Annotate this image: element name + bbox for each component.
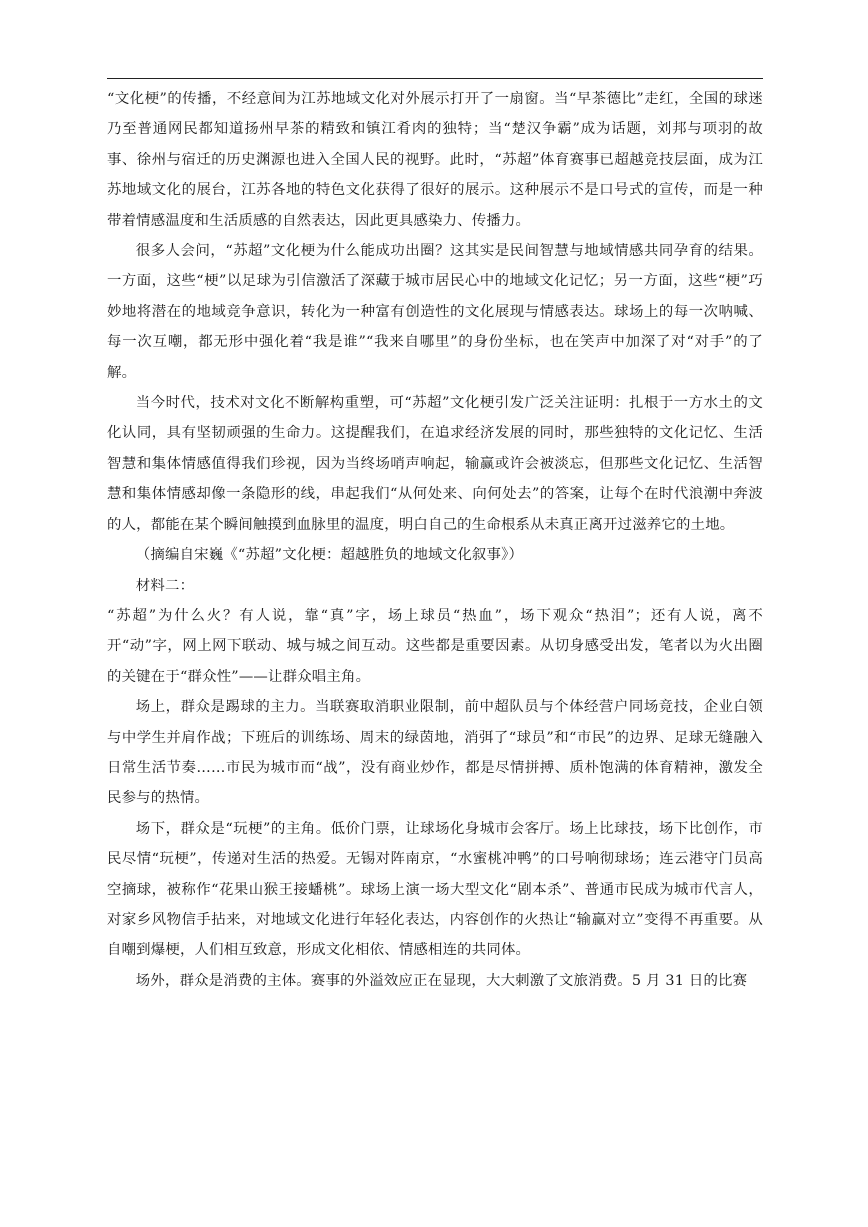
paragraph-1: “文化梗”的传播，不经意间为江苏地域文化对外展示打开了一扇窗。当“早茶德比”走红，全国的球迷乃至普通网民都知道扬州早茶的精致和镇江肴肉的独特；当“楚汉争霸”成为话题，刘邦与项羽的故事、徐州与宿迁的历史渊源也进入全国人民的视野。此时，“苏超”体育赛事已超越竞技层面，成为江苏地域文化的展台，江苏各地的特色文化获得了很好的展示。这种展示不是口号式的宣传，而是一种带着情感温度和生活质感的自然表达，因此更具感染力、传播力。	[107, 91, 763, 229]
paragraph-6: 场下，群众是“玩梗”的主角。低价门票，让球场化身城市会客厅。场上比球技，场下比创作，市民尽情“玩梗”，传递对生活的热爱。无锡对阵南京，“水蜜桃冲鸭”的口号响彻球场；连云港守门员高空摘球，被称作“花果山猴王接蟠桃”。球场上演一场大型文化“剧本杀”、普通市民成为城市代言人，对家乡风物信手拈来，对地域文化进行年轻化表达，内容创作的火热让“输赢对立”变得不再重要。从自嘲到爆梗，人们相互致意，形成文化相依、情感相连的共同体。	[107, 820, 763, 959]
source-citation: （摘编自宋巍《“苏超”文化梗：超越胜负的地域文化叙事》）	[135, 547, 524, 564]
header-rule	[107, 78, 763, 79]
paragraph-7: 场外，群众是消费的主体。赛事的外溢效应正在显现，大大刺激了文旅消费。5 月 31 日的比赛	[135, 972, 748, 989]
paragraph-4: “苏超”为什么火？有人说，靠“真”字，场上球员“热血”，场下观众“热泪”；还有人说，离不开“动”字，网上网下联动、城与城之间互动。这些都是重要因素。从切身感受出发，笔者以为火出圈的关键在于“群众性”——让群众唱主角。	[107, 607, 763, 685]
paragraph-3: 当今时代，技术对文化不断解构重塑，可“苏超”文化梗引发广泛关注证明：扎根于一方水土的文化认同，具有坚韧顽强的生命力。这提醒我们，在追求经济发展的同时，那些独特的文化记忆、生活智慧和集体情感值得我们珍视，因为当终场哨声响起，输赢或许会被淡忘，但那些文化记忆、生活智慧和集体情感却像一条隐形的线，串起我们“从何处来、向何处去”的答案，让每个在时代浪潮中奔波的人，都能在某个瞬间触摸到血脉里的温度，明白自己的生命根系从未真正离开过滋养它的土地。	[107, 395, 763, 533]
document-body	[107, 84, 763, 996]
material-heading: 材料二：	[135, 577, 195, 594]
paragraph-5: 场上，群众是踢球的主力。当联赛取消职业限制，前中超队员与个体经营户同场竞技，企业白领与中学生并肩作战；下班后的训练场、周末的绿茵地，消弭了“球员”和“市民”的边界、足球无缝融入日常生活节奏……市民为城市而“战”，没有商业炒作，都是尽情拼搏、质朴饱满的体育精神，激发全民参与的热情。	[107, 699, 763, 807]
paragraph-2: 很多人会问，“苏超”文化梗为什么能成功出圈？这其实是民间智慧与地域情感共同孕育的结果。一方面，这些“梗”以足球为引信激活了深藏于城市居民心中的地域文化记忆；另一方面，这些“梗”巧妙地将潜在的地域竞争意识，转化为一种富有创造性的文化展现与情感表达。球场上的每一次呐喊、每一次互嘲，都无形中强化着“我是谁”“我来自哪里”的身份坐标，也在笑声中加深了对“对手”的了解。	[107, 243, 763, 381]
